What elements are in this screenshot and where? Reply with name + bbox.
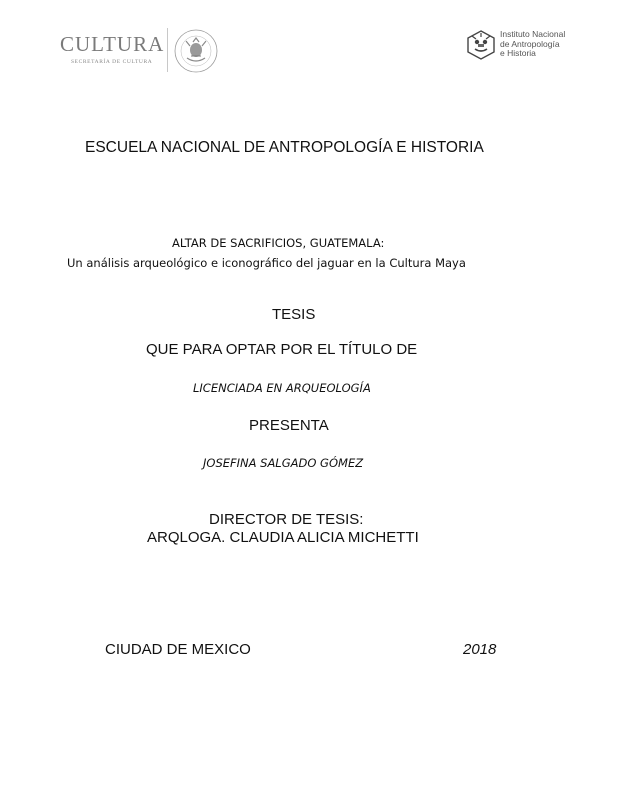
inah-emblem-icon — [466, 30, 496, 60]
presents-label: PRESENTA — [249, 417, 329, 434]
inah-logo — [466, 30, 586, 64]
inah-logo-line: e Historia — [500, 48, 536, 58]
school-name: ESCUELA NACIONAL DE ANTROPOLOGÍA E HISTORIA — [85, 139, 484, 156]
city: CIUDAD DE MEXICO — [105, 641, 251, 658]
director-name: ARQLOGA. CLAUDIA ALICIA MICHETTI — [147, 529, 419, 546]
inah-logo-line: Instituto Nacional — [500, 29, 566, 39]
cultura-logo — [60, 28, 240, 78]
thesis-title-line1: ALTAR DE SACRIFICIOS, GUATEMALA: — [172, 236, 385, 250]
director-label: DIRECTOR DE TESIS: — [209, 511, 364, 528]
thesis-title-line2: Un análisis arqueológico e iconográfico del jaguar en la Cultura Maya — [67, 256, 466, 270]
degree-purpose: QUE PARA OPTAR POR EL TÍTULO DE — [146, 341, 418, 358]
cultura-logo-subtitle: SECRETARÍA DE CULTURA — [71, 59, 153, 65]
logo-divider — [167, 28, 168, 72]
degree-title: LICENCIADA EN ARQUEOLOGÍA — [193, 381, 371, 395]
mexico-seal-icon — [173, 28, 219, 74]
year: 2018 — [463, 641, 497, 658]
thesis-label: TESIS — [272, 306, 316, 323]
cultura-logo-word: CULTURA — [60, 32, 165, 56]
inah-logo-text — [500, 30, 565, 59]
author-name: JOSEFINA SALGADO GÓMEZ — [203, 456, 364, 470]
inah-logo-line: de Antropología — [500, 38, 560, 49]
